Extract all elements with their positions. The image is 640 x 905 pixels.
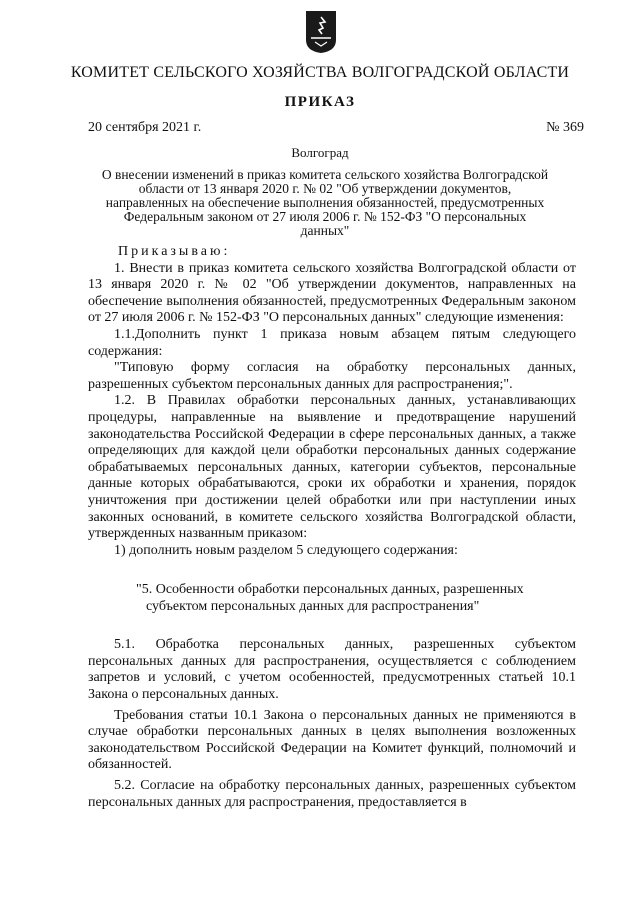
order-subject: О внесении изменений в приказ комитета сельского хозяйства Волгоградской области от 13 января 2020 г. № 02 "Об утверждении документов, направленных на обеспечение выполнения обязанностей, предусмотренных Федеральным законом от 27 июля 2006 г. № 152-ФЗ "О персональных данных" <box>101 167 549 238</box>
order-city: Волгоград <box>291 145 349 160</box>
paragraph-1: 1. Внести в приказ комитета сельского хозяйства Волгоградской области от 13 января 2020 г. № 02 "Об утверждении документов, направленных на обеспечение выполнения обязанностей, предусмотренных Федеральным законом от 27 июля 2006 г. № 152-ФЗ "О персональных данных" следующие изменения: <box>88 260 576 326</box>
volgograd-emblem-icon <box>305 10 337 54</box>
paragraph-1-2: 1.2. В Правилах обработки персональных данных, устанавливающих процедуры, направленные на выявление и предотвращение нарушений законодательства Российской Федерации в сфере персональных данных, а также определяющих для каждой цели обработки персональных данных содержание обрабатываемых персональных данных, категории субъектов, персональные данные которых обрабатываются, сроки их обработки и хранения, порядок уничтожения при достижении целей обработки или при наступлении иных законных оснований, в комитете сельского хозяйства Волгоградской области, утвержденных названным приказом: <box>88 393 576 542</box>
section-5-title-line-2: субъектом персональных данных для распространения" <box>146 599 480 615</box>
paragraph-1-1: 1.1.Дополнить пункт 1 приказа новым абзацем пятым следующего содержания: <box>88 326 576 359</box>
order-date: 20 сентября 2021 г. <box>88 120 202 135</box>
order-title: ПРИКАЗ <box>284 94 356 110</box>
order-body <box>88 244 576 811</box>
paragraph-5-1: 5.1. Обработка персональных данных, разрешенных субъектом персональных данных для распространения, осуществляется с соблюдением запретов и условий, с учетом особенностей, предусмотренных статьей 10.1 Закона о персональных данных. <box>88 637 576 703</box>
committee-name: КОМИТЕТ СЕЛЬСКОГО ХОЗЯЙСТВА ВОЛГОГРАДСКОЙ ОБЛАСТИ <box>70 64 570 81</box>
paragraph-5-1-continued: Требования статьи 10.1 Закона о персональных данных не применяются в случае обработки персональных данных в целях выполнения возложенных законодательством Российской Федерации на Комитет функций, полномочий и обязанностей. <box>88 707 576 773</box>
paragraph-1-2-item-1: 1) дополнить новым разделом 5 следующего содержания: <box>114 542 458 558</box>
orders-word: Приказываю: <box>118 244 231 259</box>
order-number: № 369 <box>546 120 584 135</box>
paragraph-5-2: 5.2. Согласие на обработку персональных данных, разрешенных субъектом персональных данных для распространения, предоставляется в <box>88 778 576 810</box>
section-5-title-line-1: "5. Особенности обработки персональных данных, разрешенных <box>136 582 524 598</box>
quoted-text: "Типовую форму согласия на обработку персональных данных, разрешенных субъектом персональных данных для распространения;". <box>88 360 576 392</box>
section-5-title <box>88 581 576 615</box>
